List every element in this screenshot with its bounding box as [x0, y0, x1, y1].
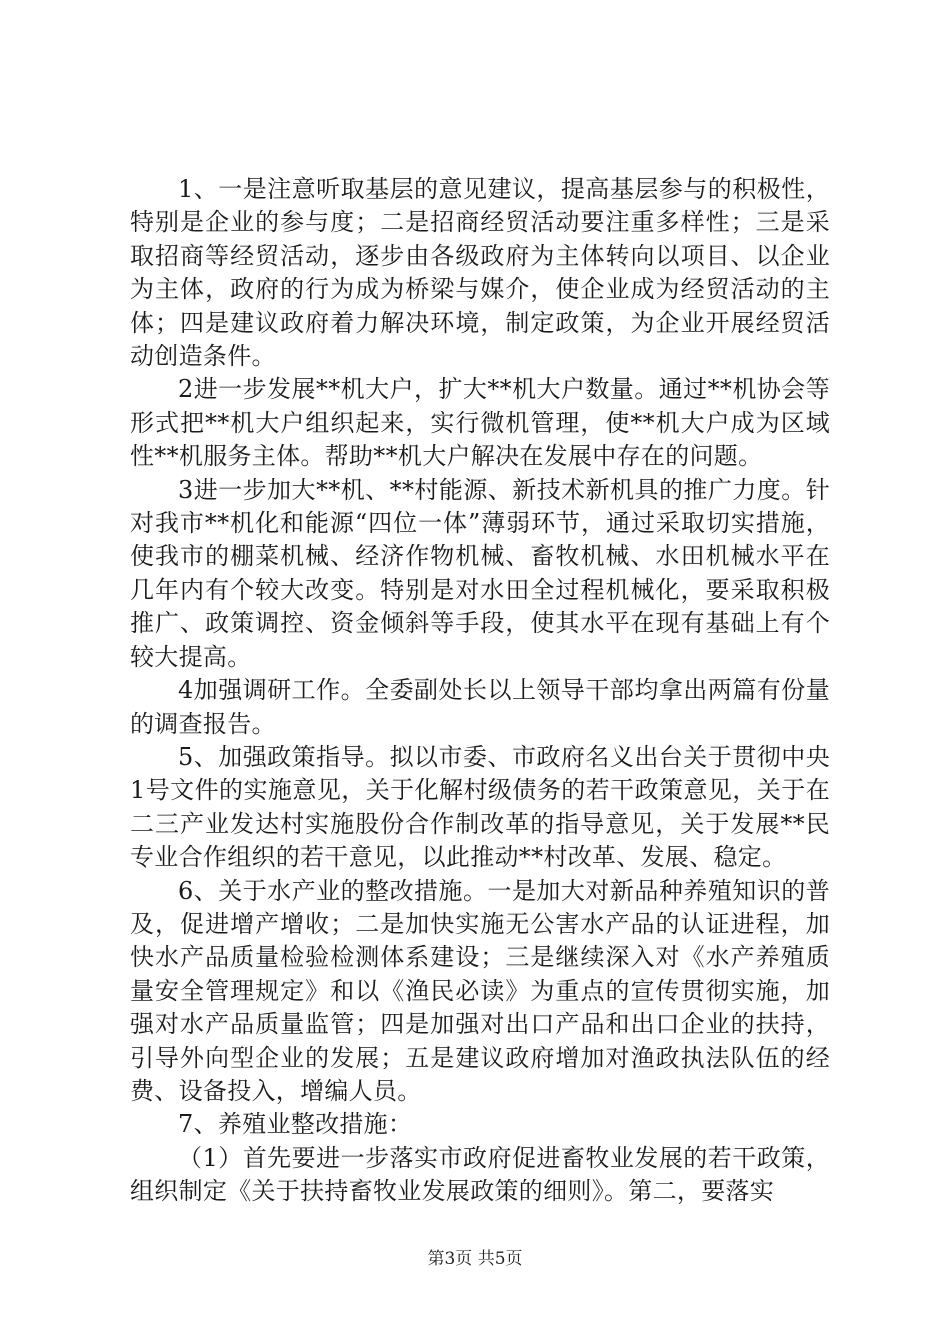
- paragraph-1: 1、一是注意听取基层的意见建议，提高基层参与的积极性，特别是企业的参与度；二是招商经贸活动要注重多样性；三是采取招商等经贸活动，逐步由各级政府为主体转向以项目、以企业为主体，政府的行为成为桥梁与媒介，使企业成为经贸活动的主体；四是建议政府着力解决环境，制定政策，为企业开展经贸活动创造条件。: [130, 175, 830, 371]
- paragraph-3: 3进一步加大**机、**村能源、新技术新机具的推广力度。针对我市**机化和能源“四位一体”薄弱环节，通过采取切实措施，使我市的棚菜机械、经济作物机械、畜牧机械、水田机械水平在几年内有个较大改变。特别是对水田全过程机械化，要采取积极推广、政策调控、资金倾斜等手段，使其水平在现有基础上有个较大提高。: [130, 475, 830, 671]
- page-footer: 第3页 共5页: [427, 1249, 523, 1269]
- paragraph-6: 6、关于水产业的整改措施。一是加大对新品种养殖知识的普及，促进增产增收；二是加快实施无公害水产品的认证进程，加快水产品质量检验检测体系建设；三是继续深入对《水产养殖质量安全管理规定》和以《渔民必读》为重点的宣传贯彻实施，加强对水产品质量监管；四是加强对出口产品和出口企业的扶持，引导外向型企业的发展；五是建议政府增加对渔政执法队伍的经费、设备投入，增编人员。: [130, 876, 830, 1105]
- paragraph-2: 2进一步发展**机大户，扩大**机大户数量。通过**机协会等形式把**机大户组织起来，实行微机管理，使**机大户成为区域性**机服务主体。帮助**机大户解决在发展中存在的问题。: [130, 375, 830, 471]
- paragraph-7: 7、养殖业整改措施：: [178, 1110, 413, 1139]
- paragraph-4: 4加强调研工作。全委副处长以上领导干部均拿出两篇有份量的调查报告。: [130, 676, 830, 738]
- document-body: [130, 173, 830, 1209]
- paragraph-5: 5、加强政策指导。拟以市委、市政府名义出台关于贯彻中央1号文件的实施意见，关于化解村级债务的若干政策意见，关于在二三产业发达村实施股份合作制改革的指导意见，关于发展**民专业合作组织的若干意见，以此推动**村改革、发展、稳定。: [130, 742, 830, 872]
- paragraph-8: （1）首先要进一步落实市政府促进畜牧业发展的若干政策，组织制定《关于扶持畜牧业发展政策的细则》。第二，要落实: [130, 1143, 830, 1206]
